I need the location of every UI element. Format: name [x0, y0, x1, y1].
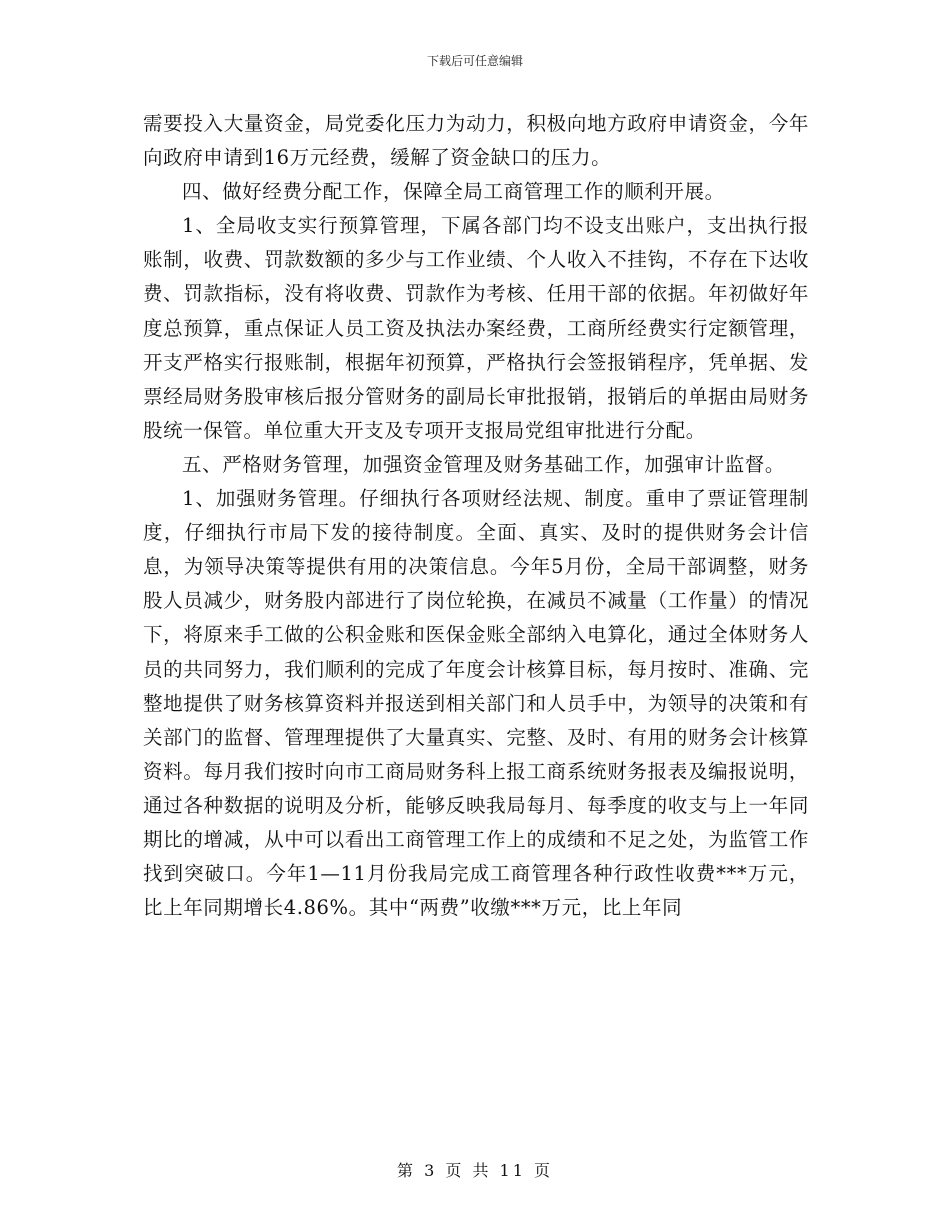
paragraph-continuation: 需要投入大量资金，局党委化压力为动力，积极向地方政府申请资金，今年向政府申请到16万元经费，缓解了资金缺口的压力。 [143, 112, 809, 170]
paragraph-financial-management: 1、加强财务管理。仔细执行各项财经法规、制度。重申了票证管理制度，仔细执行市局下发的接待制度。全面、真实、及时的提供财务会计信息，为领导决策等提供有用的决策信息。今年5月份，全局干部调整，财务股人员减少，财务股内部进行了岗位轮换，在减员不减量（工作量）的情况下，将原来手工做的公积金账和医保金账全部纳入电算化，通过全体财务人员的共同努力，我们顺利的完成了年度会计核算目标，每月按时、准确、完整地提供了财务核算资料并报送到相关部门和人员手中，为领导的决策和有关部门的监督、管理理提供了大量真实、完整、及时、有用的财务会计核算资料。每月我们按时向市工商局财务科上报工商系统财务报表及编报说明，通过各种数据的说明及分析，能够反映我局每月、每季度的收支与上一年同期比的增减，从中可以看出工商管理工作上的成绩和不足之处，为监管工作找到突破口。今年1—11月份我局完成工商管理各种行政性收费***万元，比上年同期增长4.86%。其中“两费”收缴***万元，比上年同 [143, 487, 809, 920]
section-heading-four: 四、做好经费分配工作，保障全局工商管理工作的顺利开展。 [182, 180, 725, 204]
section-heading-five: 五、严格财务管理，加强资金管理及财务基础工作，加强审计监督。 [182, 452, 786, 476]
paragraph-budget-management: 1、全局收支实行预算管理，下属各部门均不设支出账户，支出执行报账制，收费、罚款数额的多少与工作业绩、个人收入不挂钩，不存在下达收费、罚款指标，没有将收费、罚款作为考核、任用干部的依据。年初做好年度总预算，重点保证人员工资及执法办案经费，工商所经费实行定额管理，开支严格实行报账制，根据年初预算，严格执行会签报销程序，凭单据、发票经局财务股审核后报分管财务的副局长审批报销，报销后的单据由局财务股统一保管。单位重大开支及专项开支报局党组审批进行分配。 [143, 214, 809, 442]
page-footer: 第 3 页 共 11 页 [397, 1161, 553, 1180]
page-header: 下载后可任意编辑 [426, 54, 523, 68]
document-body [143, 107, 809, 925]
